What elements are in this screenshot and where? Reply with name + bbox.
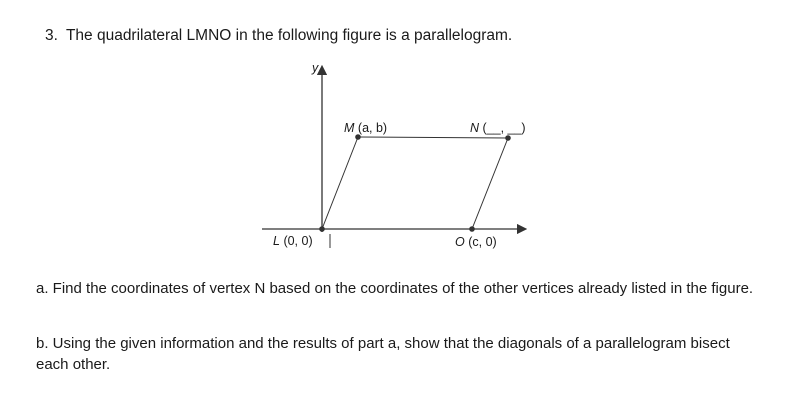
vertex-N-label: N (__, __) [470,121,526,135]
side-NO [472,138,508,229]
y-axis-label: y [312,61,319,75]
question-number: 3. [45,27,58,44]
side-MN [358,137,508,138]
vertex-L-label: L (0, 0) [273,234,313,248]
question-text: The quadrilateral LMNO in the following figure is a parallelogram. [65,27,513,44]
vertex-O-point [469,226,475,232]
side-LM [322,137,358,229]
vertex-L-point [319,226,325,232]
vertex-M-point [355,134,361,140]
vertex-N-point [505,135,511,141]
part-a-text: a. Find the coordinates of vertex N based on the coordinates of the other vertices already listed in the figure. [36,280,754,297]
vertex-O-label: O (c, 0) [455,235,497,249]
part-b-text: b. Using the given information and the results of part a, show that the diagonals of a parallelogram bisect each other. [36,335,730,373]
vertex-M-label: M (a, b) [344,121,388,135]
